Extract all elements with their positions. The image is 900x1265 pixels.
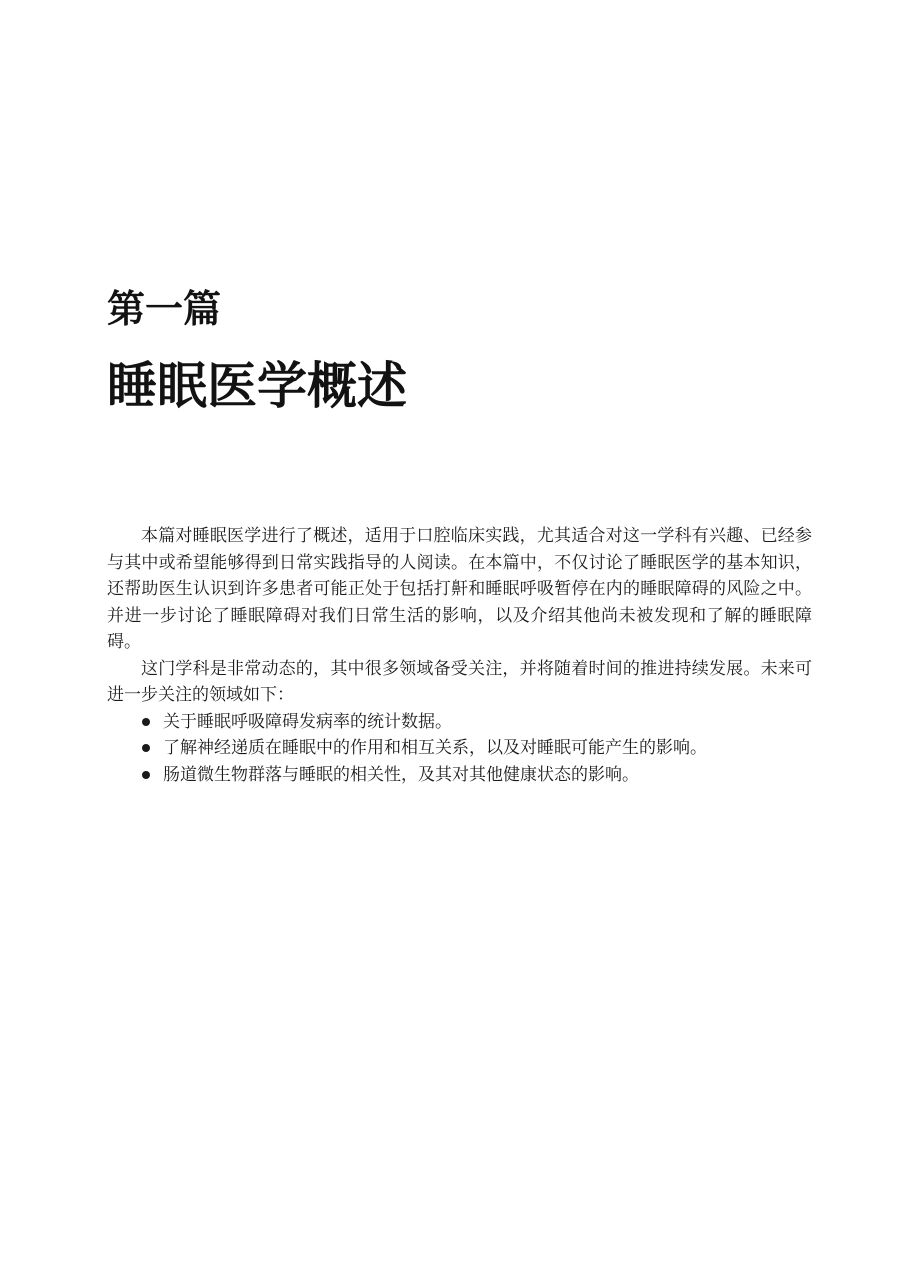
list-item-text: 关于睡眠呼吸障碍发病率的统计数据。 bbox=[163, 711, 452, 732]
part-title: 睡眠医学概述 bbox=[107, 357, 407, 415]
list-item bbox=[107, 735, 812, 762]
bullet-icon bbox=[142, 718, 150, 726]
bullet-icon bbox=[142, 771, 150, 779]
list-item bbox=[107, 709, 812, 736]
paragraph: 这门学科是非常动态的，其中很多领域备受关注，并将随着时间的推进持续发展。未来可进一步关注的领域如下： bbox=[107, 658, 812, 705]
bullet-list bbox=[107, 709, 812, 789]
paragraph: 本篇对睡眠医学进行了概述，适用于口腔临床实践，尤其适合对这一学科有兴趣、已经参与其中或希望能够得到日常实践指导的人阅读。在本篇中，不仅讨论了睡眠医学的基本知识，还帮助医生认识到许多患者可能正处于包括打鼾和睡眠呼吸暂停在内的睡眠障碍的风险之中。并进一步讨论了睡眠障碍对我们日常生活的影响，以及介绍其他尚未被发现和了解的睡眠障碍。 bbox=[107, 526, 812, 652]
body-text bbox=[107, 523, 812, 788]
part-label: 第一篇 bbox=[107, 287, 222, 331]
list-item-text: 肠道微生物群落与睡眠的相关性，及其对其他健康状态的影响。 bbox=[163, 764, 639, 785]
list-item bbox=[107, 762, 812, 789]
list-item-text: 了解神经递质在睡眠中的作用和相互关系，以及对睡眠可能产生的影响。 bbox=[163, 738, 707, 758]
bullet-icon bbox=[142, 744, 150, 752]
